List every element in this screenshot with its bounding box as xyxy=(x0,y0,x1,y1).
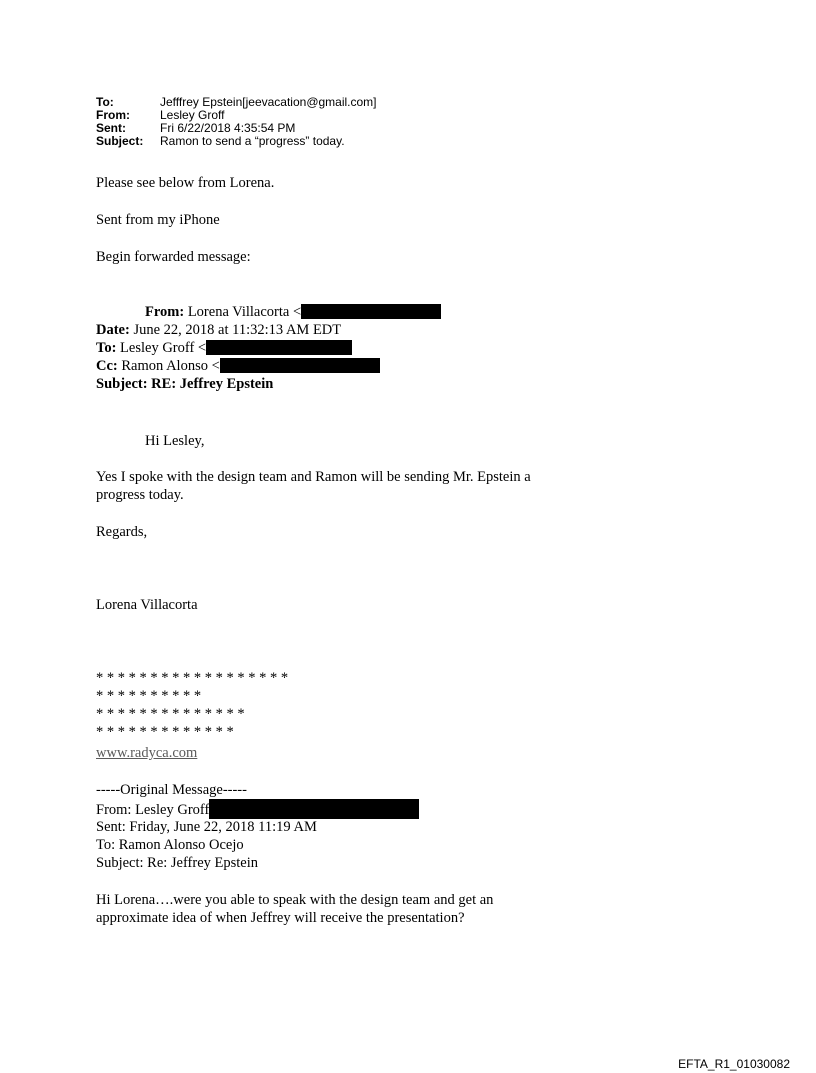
header-to-label: To: xyxy=(96,95,114,109)
signature-stars-1: * * * * * * * * * * * * * * * * * * xyxy=(96,670,289,686)
original-body-line-1: Hi Lorena….were you able to speak with the design team and get an xyxy=(96,892,494,908)
header-from-label: From: xyxy=(96,108,130,122)
header-subject-value: Ramon to send a “progress” today. xyxy=(160,134,345,148)
fwd-to-value: Lesley Groff < xyxy=(120,340,207,356)
redaction-bar xyxy=(209,799,419,819)
original-to-line: To: Ramon Alonso Ocejo xyxy=(96,837,244,853)
fwd-cc-line xyxy=(96,357,380,375)
signature-stars-4: * * * * * * * * * * * * * xyxy=(96,724,234,740)
redaction-bar xyxy=(301,304,441,319)
fwd-date-value: June 22, 2018 at 11:32:13 AM EDT xyxy=(133,322,342,338)
original-subject-line: Subject: Re: Jeffrey Epstein xyxy=(96,855,259,871)
body-intro: Please see below from Lorena. xyxy=(96,175,275,191)
sent-from-line: Sent from my iPhone xyxy=(96,212,220,228)
original-from-line xyxy=(96,799,419,819)
header-sent-label: Sent: xyxy=(96,121,126,135)
signature-stars-3: * * * * * * * * * * * * * * xyxy=(96,706,245,722)
fwd-date-line xyxy=(96,321,341,339)
email-header xyxy=(96,96,377,148)
reply-signature: Lorena Villacorta xyxy=(96,597,198,613)
header-to-row xyxy=(96,96,377,109)
reply-regards: Regards, xyxy=(96,524,148,540)
redaction-bar xyxy=(220,358,380,373)
fwd-to-line xyxy=(96,339,352,357)
original-body-line-2: approximate idea of when Jeffrey will receive the presentation? xyxy=(96,910,465,926)
signature-stars-2: * * * * * * * * * * xyxy=(96,688,202,704)
header-to-value: Jefffrey Epstein[jeevacation@gmail.com] xyxy=(160,95,377,109)
header-subject-row xyxy=(96,135,377,148)
fwd-from-label: From: xyxy=(145,304,185,320)
fwd-from-value: Lorena Villacorta < xyxy=(187,304,302,320)
fwd-date-label: Date: xyxy=(96,322,130,338)
begin-forwarded-line: Begin forwarded message: xyxy=(96,249,251,265)
fwd-from-line xyxy=(145,303,441,321)
document-id-stamp: EFTA_R1_01030082 xyxy=(678,1057,790,1071)
header-sent-value: Fri 6/22/2018 4:35:54 PM xyxy=(160,121,296,135)
website-link[interactable]: www.radyca.com xyxy=(96,745,198,761)
original-sent-line: Sent: Friday, June 22, 2018 11:19 AM xyxy=(96,819,317,835)
fwd-cc-value: Ramon Alonso < xyxy=(121,358,220,374)
reply-line-1: Yes I spoke with the design team and Ramon will be sending Mr. Epstein a xyxy=(96,469,531,485)
original-from-text: From: Lesley Groff xyxy=(96,802,210,818)
header-subject-label: Subject: xyxy=(96,134,144,148)
fwd-subject-line: Subject: RE: Jeffrey Epstein xyxy=(96,376,274,392)
fwd-cc-label: Cc: xyxy=(96,358,118,374)
redaction-bar xyxy=(206,340,352,355)
fwd-to-label: To: xyxy=(96,340,117,356)
original-separator: -----Original Message----- xyxy=(96,782,247,798)
reply-greeting: Hi Lesley, xyxy=(145,433,205,449)
header-from-value: Lesley Groff xyxy=(160,108,225,122)
reply-line-2: progress today. xyxy=(96,487,184,503)
